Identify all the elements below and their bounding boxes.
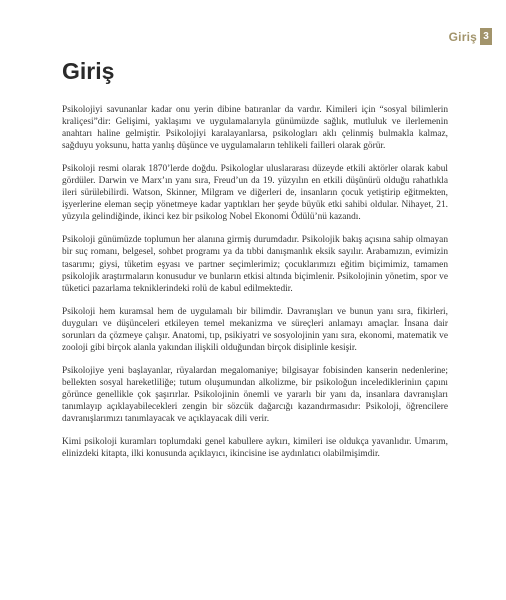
chapter-title: Giriş <box>62 58 115 84</box>
paragraph: Psikolojiye yeni başlayanlar, rüyalardan megalomaniye; bilgisayar fobisinden kanserin nedenlerine; bellekten sosyal hareketliliğe; tutum oluşumundan alkolizme, bir psikoloğun inceledikleriniın çapını görünce genellikle çok şaşırırlar. Psikolojinin önemli ve yararlı bir yanı da, insanlara davranışları tanımlayıp açıklayabilecekleri zengin bir sözcük dağarcığı kazandırmasıdır: Psikoloji, öğrencilere davranışlarımızı tanımlayacak ve açıklayacak dili verir. <box>62 365 448 425</box>
paragraph: Psikoloji hem kuramsal hem de uygulamalı bir bilimdir. Davranışları ve bunun yanı sıra, fikirleri, duyguları ve düşünceleri etkileyen temel mekanizma ve süreçleri anlamayı amaçlar. İnsana dair sorunları da çözmeye çalışır. Anatomi, tıp, psikiyatri ve sosyolojinin yanı sıra, ekonomi, matematik ve zooloji gibi birçok alanla yakından ilişkili olduğundan birçok disiplinle kesişir. <box>62 306 448 353</box>
page-number-badge: 3 <box>480 28 492 45</box>
running-header <box>449 28 492 45</box>
paragraph: Psikoloji resmi olarak 1870’lerde doğdu. Psikologlar uluslararası düzeyde etkili aktörler olarak kabul gördüler. Darwin ve Marx’ın yanı sıra, Freud’un da 19. yüzyılın en etkili düşünürü olduğu rahatlıkla ileri sürülebilirdi. Watson, Skinner, Milgram ve diğerleri de, insanların çocuk yetiştirip eğitmekten, işyerlerine eleman seçip yönetmeye kadar yaptıkları her şeyde büyük etki sahibi oldular. Nihayet, 21. yüzyıla gelindiğinde, ikinci kez bir psikolog Nobel Ekonomi Ödülü’nü kazandı. <box>62 164 448 223</box>
running-header-title: Giriş <box>448 29 477 44</box>
paragraph: Psikolojiyi savunanlar kadar onu yerin dibine batıranlar da vardır. Kimileri için “sosyal bilimlerin kraliçesi”dir: Gelişimi, yaklaşımı ve uygulamalarıyla günümüzde sağlık, mutluluk ve ilerlemenin anahtarı haline gelmiştir. Psikolojiyi karalayanlarsa, psikologları aklı çelinmiş bulmakla kalmaz, sağduyu yoksunu, hatta yanlış düşünce ve uygulamaların tehlikeli failleri olarak görür. <box>62 105 448 152</box>
body-text <box>62 104 448 471</box>
paragraph: Kimi psikoloji kuramları toplumdaki genel kabullere aykırı, kimileri ise oldukça yavanlıdır. Umarım, elinizdeki kitapta, ilki konusunda açıklayıcı, ikincisine ise aydınlatıcı olabilmişimdir. <box>62 437 448 460</box>
paragraph: Psikoloji günümüzde toplumun her alanına girmiş durumdadır. Psikolojik bakış açısına sahip olmayan bir suç romanı, belgesel, sohbet programı ya da tıbbi danışmanlık eksik sayılır. Arabamızın, evimizin tasarımı; giysi, tüketim eşyası ve partner seçimlerimiz; çocuklarımızı eğitim biçimimiz, tamamen psikolojik araştırmaların konusudur ve bunların etkisi altında biçimlenir. Psikolojinin yönetim, spor ve tüketici pazarlama tekniklerindeki rolü de kabul edilmektedir. <box>62 235 448 294</box>
